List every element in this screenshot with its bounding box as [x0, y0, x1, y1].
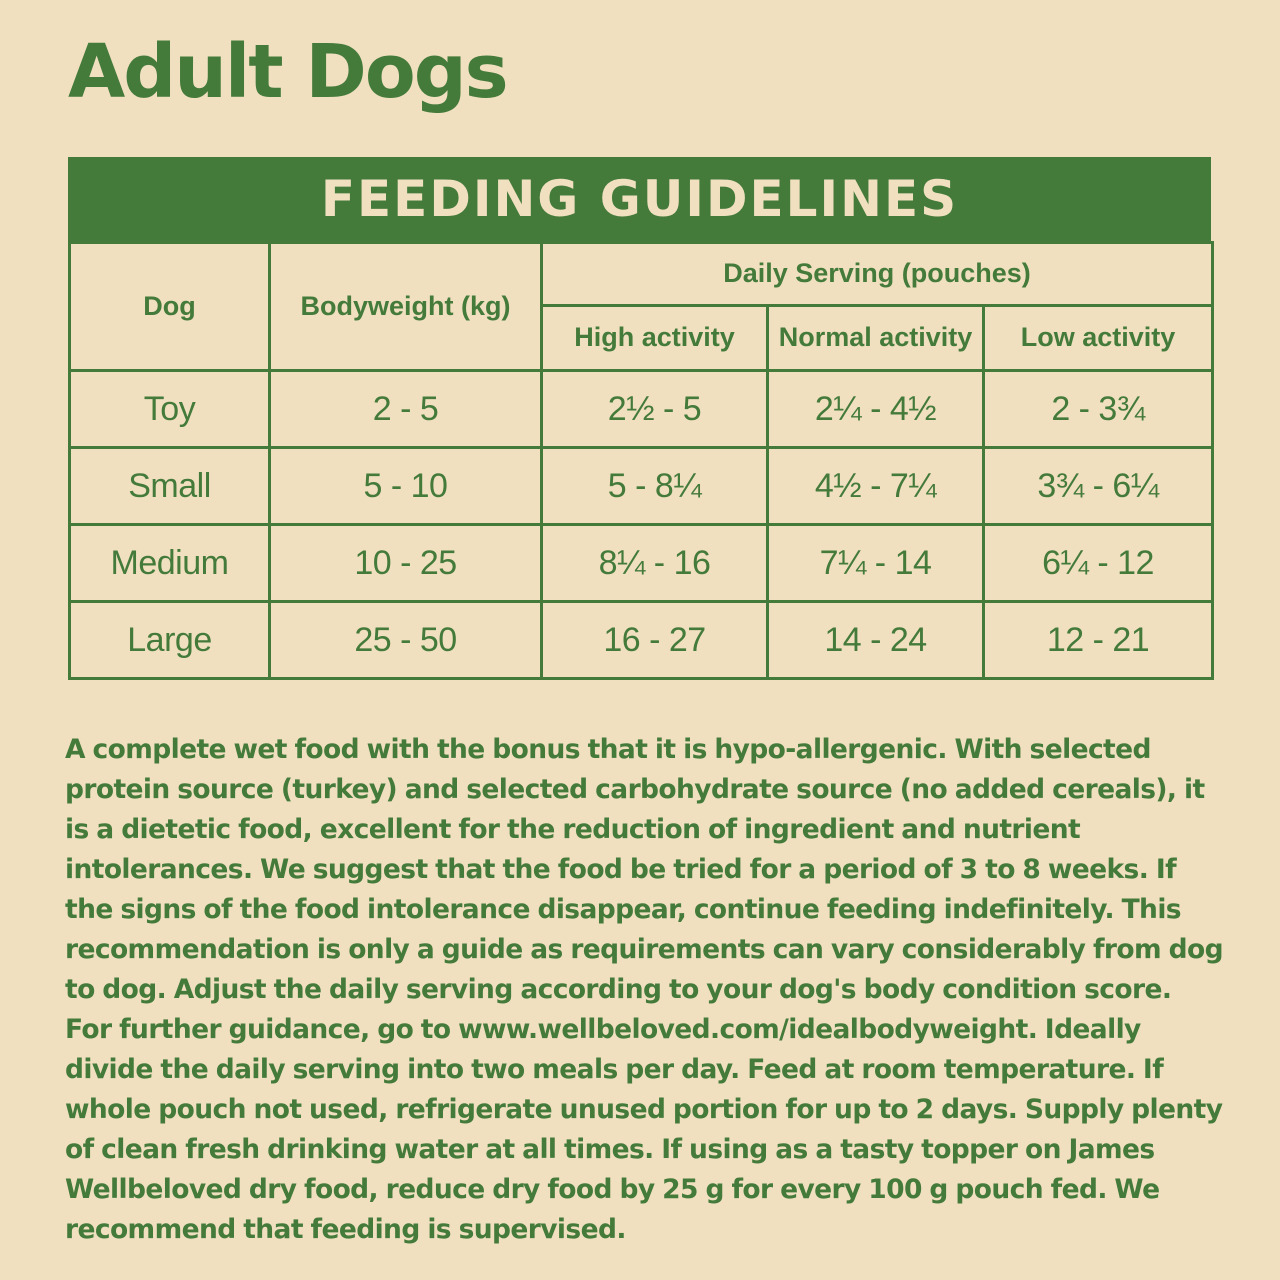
- table-banner: FEEDING GUIDELINES: [68, 157, 1211, 241]
- cell-weight: 2 - 5: [270, 371, 542, 448]
- description-text: A complete wet food with the bonus that it is hypo-allergenic. With selected protein source (turkey) and selected carbohydrate source (no added cereals), it is a dietetic food, excellent for the reduction of ingredient and nutrient intolerances. We suggest that the food be tried for a period of 3 to 8 weeks. If the signs of the food intolerance disappear, continue feeding indefinitely. This recommendation is only a guide as requirements can vary considerably from dog to dog. Adjust the daily serving according to your dog's body condition score. For further guidance, go to www.wellbeloved.com/idealbodyweight. Ideally divide the daily serving into two meals per day. Feed at room temperature. If whole pouch not used, refrigerate unused portion for up to 2 days. Supply plenty of clean fresh drinking water at all times. If using as a tasty topper on James Wellbeloved dry food, reduce dry food by 25 g for every 100 g pouch fed. We recommend that feeding is supervised.: [65, 734, 1223, 1245]
- cell-low: 12 - 21: [984, 602, 1213, 679]
- cell-high: 16 - 27: [542, 602, 768, 679]
- table-row: [70, 525, 1213, 602]
- cell-weight: 25 - 50: [270, 602, 542, 679]
- cell-dog: Toy: [70, 371, 270, 448]
- cell-dog: Large: [70, 602, 270, 679]
- cell-high: 5 - 8¼: [542, 448, 768, 525]
- cell-high: 8¼ - 16: [542, 525, 768, 602]
- table-row: [70, 448, 1213, 525]
- cell-weight: 5 - 10: [270, 448, 542, 525]
- cell-normal: 2¼ - 4½: [768, 371, 984, 448]
- cell-weight: 10 - 25: [270, 525, 542, 602]
- table-row: [70, 371, 1213, 448]
- cell-normal: 4½ - 7¼: [768, 448, 984, 525]
- feeding-guidelines-table: [68, 157, 1211, 680]
- cell-dog: Medium: [70, 525, 270, 602]
- cell-low: 3¾ - 6¼: [984, 448, 1213, 525]
- cell-high: 2½ - 5: [542, 371, 768, 448]
- cell-dog: Small: [70, 448, 270, 525]
- cell-normal: 14 - 24: [768, 602, 984, 679]
- header-high-activity: High activity: [542, 306, 768, 371]
- cell-low: 6¼ - 12: [984, 525, 1213, 602]
- header-bodyweight: Bodyweight (kg): [270, 243, 542, 371]
- header-dog: Dog: [70, 243, 270, 371]
- table-row: [70, 602, 1213, 679]
- header-low-activity: Low activity: [984, 306, 1213, 371]
- feeding-table: [68, 241, 1214, 680]
- header-normal-activity: Normal activity: [768, 306, 984, 371]
- cell-low: 2 - 3¾: [984, 371, 1213, 448]
- header-daily-serving: Daily Serving (pouches): [542, 243, 1213, 306]
- cell-normal: 7¼ - 14: [768, 525, 984, 602]
- page-title: Adult Dogs: [68, 29, 507, 115]
